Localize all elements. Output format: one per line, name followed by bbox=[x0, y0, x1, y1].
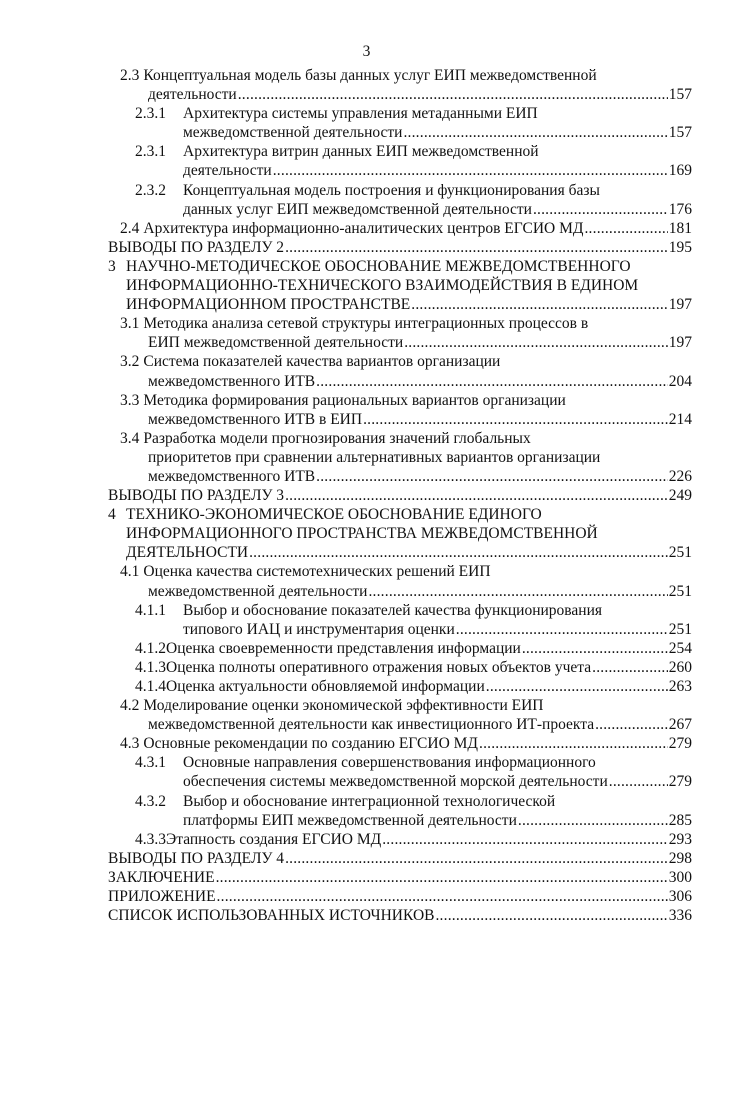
toc-entry[interactable] bbox=[108, 352, 692, 390]
toc-entry[interactable] bbox=[108, 658, 692, 677]
toc-entry-number: 4.1.4 bbox=[135, 678, 166, 695]
toc-entry-line bbox=[108, 295, 692, 314]
toc-entry-page: 181 bbox=[668, 219, 692, 237]
toc-entry-line bbox=[108, 142, 692, 161]
toc-entry-number: 2.3 bbox=[120, 67, 140, 84]
toc-entry-line bbox=[108, 391, 692, 410]
toc-entry-line bbox=[108, 524, 692, 543]
toc-entry-title: межведомственной деятельности bbox=[148, 582, 368, 600]
table-of-contents bbox=[108, 66, 692, 925]
toc-entry-title: Концептуальная модель построения и функционирования базы bbox=[183, 181, 600, 199]
toc-entry-title: Методика анализа сетевой структуры интеграционных процессов в bbox=[143, 315, 589, 333]
toc-entry-title: межведомственного ИТВ в ЕИП bbox=[148, 410, 363, 428]
dot-leader bbox=[404, 333, 668, 352]
toc-entry[interactable] bbox=[108, 314, 692, 352]
toc-entry[interactable] bbox=[108, 887, 692, 906]
toc-entry-number: 3.2 bbox=[120, 353, 140, 371]
toc-entry-page: 285 bbox=[668, 811, 692, 829]
toc-entry-number: 4.3 bbox=[120, 735, 140, 753]
toc-entry-line bbox=[108, 601, 692, 620]
toc-entry[interactable] bbox=[108, 219, 692, 238]
toc-entry[interactable] bbox=[108, 66, 692, 104]
dot-leader bbox=[368, 582, 667, 601]
dot-leader bbox=[238, 85, 668, 104]
toc-entry-page: 260 bbox=[668, 658, 692, 676]
toc-entry-page: 254 bbox=[668, 639, 692, 657]
toc-entry[interactable] bbox=[108, 639, 692, 658]
toc-entry-page: 263 bbox=[668, 678, 692, 695]
dot-leader bbox=[522, 639, 668, 658]
toc-entry-line bbox=[108, 429, 692, 448]
toc-entry-line bbox=[108, 543, 692, 562]
toc-entry-page: 157 bbox=[668, 86, 692, 104]
dot-leader bbox=[486, 677, 668, 696]
dot-leader bbox=[285, 486, 668, 505]
toc-entry-line bbox=[108, 467, 692, 486]
toc-entry-title: ДЕЯТЕЛЬНОСТИ bbox=[126, 544, 249, 562]
toc-entry-title: Система показателей качества вариантов организации bbox=[143, 353, 501, 371]
toc-entry-title: ИНФОРМАЦИОННО-ТЕХНИЧЕСКОГО ВЗАИМОДЕЙСТВИЯ В ЕДИНОМ bbox=[126, 277, 639, 295]
dot-leader bbox=[533, 200, 668, 219]
dot-leader bbox=[217, 887, 668, 906]
toc-entry-line bbox=[108, 85, 692, 104]
toc-entry[interactable] bbox=[108, 906, 692, 925]
toc-entry-number: 4 bbox=[108, 506, 116, 524]
toc-entry-title: ИНФОРМАЦИОННОМ ПРОСТРАНСТВЕ bbox=[126, 296, 411, 314]
toc-entry-page: 298 bbox=[668, 849, 692, 867]
dot-leader bbox=[273, 161, 668, 180]
toc-entry-title: Архитектура системы управления метаданными ЕИП bbox=[183, 105, 538, 123]
toc-entry-number: 3.4 bbox=[120, 429, 140, 447]
toc-entry-number: 3.1 bbox=[120, 315, 140, 333]
toc-entry-number: 4.3.3 bbox=[135, 830, 166, 848]
toc-entry-line bbox=[108, 276, 692, 295]
toc-entry-line bbox=[108, 887, 692, 906]
toc-entry-page: 293 bbox=[668, 830, 692, 848]
toc-entry-title: обеспечения системы межведомственной морской деятельности bbox=[183, 773, 608, 791]
dot-leader bbox=[592, 658, 668, 677]
toc-entry-line bbox=[108, 753, 692, 772]
toc-entry-line bbox=[108, 620, 692, 639]
toc-entry-line bbox=[108, 238, 692, 257]
toc-entry-line bbox=[108, 66, 692, 85]
toc-entry-page: 195 bbox=[668, 238, 692, 256]
toc-entry-line bbox=[108, 257, 692, 276]
toc-entry-page: 226 bbox=[668, 467, 692, 485]
toc-entry-number: 4.2 bbox=[120, 697, 140, 715]
dot-leader bbox=[216, 868, 668, 887]
toc-entry-title: Оценка актуальности обновляемой информации bbox=[166, 678, 485, 695]
toc-entry-title: Этапность создания ЕГСИО МД bbox=[166, 830, 382, 848]
toc-entry[interactable] bbox=[108, 849, 692, 868]
toc-entry-number: 4.1.2 bbox=[135, 639, 166, 657]
toc-entry-title: приоритетов при сравнении альтернативных вариантов организации bbox=[148, 448, 601, 466]
toc-entry[interactable] bbox=[108, 734, 692, 753]
toc-entry[interactable] bbox=[108, 238, 692, 257]
toc-entry-number: 4.1 bbox=[120, 563, 140, 581]
toc-entry-line bbox=[108, 772, 692, 791]
toc-entry-title: СПИСОК ИСПОЛЬЗОВАННЫХ ИСТОЧНИКОВ bbox=[108, 907, 435, 925]
toc-entry-line bbox=[108, 333, 692, 352]
toc-entry-title: ИНФОРМАЦИОННОГО ПРОСТРАНСТВА МЕЖВЕДОМСТВЕННОЙ bbox=[126, 525, 598, 543]
toc-entry[interactable] bbox=[108, 486, 692, 505]
toc-entry-title: НАУЧНО-МЕТОДИЧЕСКОЕ ОБОСНОВАНИЕ МЕЖВЕДОМСТВЕННОГО bbox=[126, 257, 631, 275]
toc-entry-line bbox=[108, 200, 692, 219]
toc-entry[interactable] bbox=[108, 257, 692, 314]
toc-entry-line bbox=[108, 792, 692, 811]
dot-leader bbox=[403, 123, 667, 142]
toc-entry-title: межведомственного ИТВ bbox=[148, 372, 316, 390]
toc-entry-title: Архитектура информационно-аналитических центров ЕГСИО МД bbox=[143, 219, 584, 237]
toc-entry-title: ВЫВОДЫ ПО РАЗДЕЛУ 2 bbox=[108, 238, 285, 256]
toc-entry-page: 300 bbox=[668, 868, 692, 886]
toc-entry-line bbox=[108, 830, 692, 849]
toc-entry-line bbox=[108, 696, 692, 715]
toc-entry[interactable] bbox=[108, 181, 692, 219]
toc-entry-line bbox=[108, 505, 692, 524]
toc-entry[interactable] bbox=[108, 677, 692, 696]
toc-entry[interactable] bbox=[108, 142, 692, 180]
toc-entry-line bbox=[108, 352, 692, 371]
toc-entry[interactable] bbox=[108, 868, 692, 887]
dot-leader bbox=[479, 734, 668, 753]
page-number: 3 bbox=[362, 43, 371, 60]
toc-entry-line bbox=[108, 410, 692, 429]
toc-entry-title: деятельности bbox=[183, 162, 272, 180]
toc-entry-title: Архитектура витрин данных ЕИП межведомственной bbox=[183, 143, 539, 161]
toc-entry[interactable] bbox=[108, 562, 692, 600]
toc-entry-title: Выбор и обоснование интеграционной технологической bbox=[183, 792, 556, 810]
toc-entry-line bbox=[108, 811, 692, 830]
toc-entry-title: межведомственной деятельности bbox=[183, 124, 403, 142]
toc-entry-page: 176 bbox=[668, 200, 692, 218]
toc-entry-line bbox=[108, 677, 692, 696]
dot-leader bbox=[609, 772, 668, 791]
toc-entry-number: 2.3.1 bbox=[135, 143, 166, 161]
toc-entry-title: ТЕХНИКО-ЭКОНОМИЧЕСКОЕ ОБОСНОВАНИЕ ЕДИНОГО bbox=[126, 506, 542, 524]
toc-entry-title: Выбор и обоснование показателей качества функционирования bbox=[183, 601, 602, 619]
toc-entry-page: 157 bbox=[668, 124, 692, 142]
toc-entry-line bbox=[108, 448, 692, 467]
toc-entry-page: 267 bbox=[668, 716, 692, 734]
toc-entry-page: 279 bbox=[668, 773, 692, 791]
toc-entry-page: 214 bbox=[668, 410, 692, 428]
dot-leader bbox=[456, 620, 668, 639]
dot-leader bbox=[584, 219, 667, 238]
toc-entry-page: 251 bbox=[668, 582, 692, 600]
toc-entry-page: 197 bbox=[668, 296, 692, 314]
toc-entry[interactable] bbox=[108, 391, 692, 429]
toc-entry-page: 204 bbox=[668, 372, 692, 390]
toc-entry-page: 249 bbox=[668, 487, 692, 505]
toc-entry[interactable] bbox=[108, 830, 692, 849]
dot-leader bbox=[316, 467, 668, 486]
toc-entry[interactable] bbox=[108, 104, 692, 142]
toc-entry-title: ПРИЛОЖЕНИЕ bbox=[108, 888, 216, 906]
toc-entry-number: 3.3 bbox=[120, 391, 140, 409]
dot-leader bbox=[316, 372, 668, 391]
toc-entry-page: 251 bbox=[668, 544, 692, 562]
dot-leader bbox=[285, 238, 668, 257]
dot-leader bbox=[518, 811, 668, 830]
dot-leader bbox=[285, 849, 668, 868]
toc-entry[interactable] bbox=[108, 505, 692, 562]
toc-entry-title: Оценка качества системотехнических решений ЕИП bbox=[143, 563, 491, 581]
toc-entry-title: Разработка модели прогнозирования значений глобальных bbox=[143, 429, 531, 447]
toc-entry-title: ВЫВОДЫ ПО РАЗДЕЛУ 3 bbox=[108, 487, 285, 505]
toc-entry-line bbox=[108, 639, 692, 658]
toc-entry-line bbox=[108, 868, 692, 887]
toc-entry[interactable] bbox=[108, 753, 692, 791]
toc-entry-title: данных услуг ЕИП межведомственной деятельности bbox=[183, 200, 532, 218]
toc-entry-page: 197 bbox=[668, 334, 692, 352]
toc-entry-line bbox=[108, 849, 692, 868]
toc-entry-title: Методика формирования рациональных вариантов организации bbox=[143, 391, 566, 409]
toc-entry-line bbox=[108, 486, 692, 505]
toc-entry-line bbox=[108, 906, 692, 925]
toc-entry-line bbox=[108, 314, 692, 333]
toc-entry-number: 2.3.2 bbox=[135, 181, 166, 199]
toc-entry-number: 2.4 bbox=[120, 219, 140, 237]
toc-entry-line bbox=[108, 562, 692, 581]
dot-leader bbox=[382, 830, 668, 849]
toc-entry-line bbox=[108, 219, 692, 238]
dot-leader bbox=[411, 295, 667, 314]
toc-entry-title: ЗАКЛЮЧЕНИЕ bbox=[108, 868, 215, 886]
toc-entry-number: 3 bbox=[108, 257, 116, 275]
toc-entry-title: деятельности bbox=[148, 86, 237, 104]
toc-entry-line bbox=[108, 161, 692, 180]
toc-entry[interactable] bbox=[108, 429, 692, 486]
toc-entry-page: 251 bbox=[668, 620, 692, 638]
toc-entry[interactable] bbox=[108, 601, 692, 639]
toc-entry-page: 336 bbox=[668, 907, 692, 925]
toc-entry-number: 4.1.1 bbox=[135, 601, 166, 619]
toc-entry-line bbox=[108, 658, 692, 677]
toc-entry-line bbox=[108, 123, 692, 142]
dot-leader bbox=[249, 543, 668, 562]
toc-entry-title: Моделирование оценки экономической эффективности ЕИП bbox=[143, 697, 544, 715]
toc-entry-number: 4.3.2 bbox=[135, 792, 166, 810]
toc-entry-number: 4.3.1 bbox=[135, 754, 166, 772]
toc-entry-line bbox=[108, 104, 692, 123]
toc-entry-title: Оценка своевременности представления информации bbox=[166, 639, 521, 657]
toc-entry[interactable] bbox=[108, 792, 692, 830]
toc-entry-title: платформы ЕИП межведомственной деятельности bbox=[183, 811, 517, 829]
toc-entry-page: 306 bbox=[668, 888, 692, 906]
toc-entry-title: Концептуальная модель базы данных услуг ЕИП межведомственной bbox=[143, 67, 597, 84]
toc-entry-title: ВЫВОДЫ ПО РАЗДЕЛУ 4 bbox=[108, 849, 285, 867]
toc-entry-line bbox=[108, 715, 692, 734]
toc-entry-line bbox=[108, 181, 692, 200]
toc-entry-title: Оценка полноты оперативного отражения новых объектов учета bbox=[166, 658, 592, 676]
toc-entry-line bbox=[108, 372, 692, 391]
toc-entry-number: 2.3.1 bbox=[135, 105, 166, 123]
toc-entry-title: Основные направления совершенствования информационного bbox=[183, 754, 596, 772]
toc-entry-page: 169 bbox=[668, 162, 692, 180]
toc-entry-title: межведомственного ИТВ bbox=[148, 467, 316, 485]
toc-entry[interactable] bbox=[108, 696, 692, 734]
toc-entry-title: Основные рекомендации по созданию ЕГСИО МД bbox=[143, 735, 478, 753]
dot-leader bbox=[595, 715, 668, 734]
toc-entry-title: типового ИАЦ и инструментария оценки bbox=[183, 620, 455, 638]
toc-entry-number: 4.1.3 bbox=[135, 658, 166, 676]
toc-entry-page: 279 bbox=[668, 735, 692, 753]
dot-leader bbox=[435, 906, 667, 925]
dot-leader bbox=[363, 410, 668, 429]
toc-entry-line bbox=[108, 582, 692, 601]
toc-entry-title: ЕИП межведомственной деятельности bbox=[148, 334, 404, 352]
toc-entry-title: межведомственной деятельности как инвестиционного ИТ-проекта bbox=[148, 716, 595, 734]
toc-entry-line bbox=[108, 734, 692, 753]
